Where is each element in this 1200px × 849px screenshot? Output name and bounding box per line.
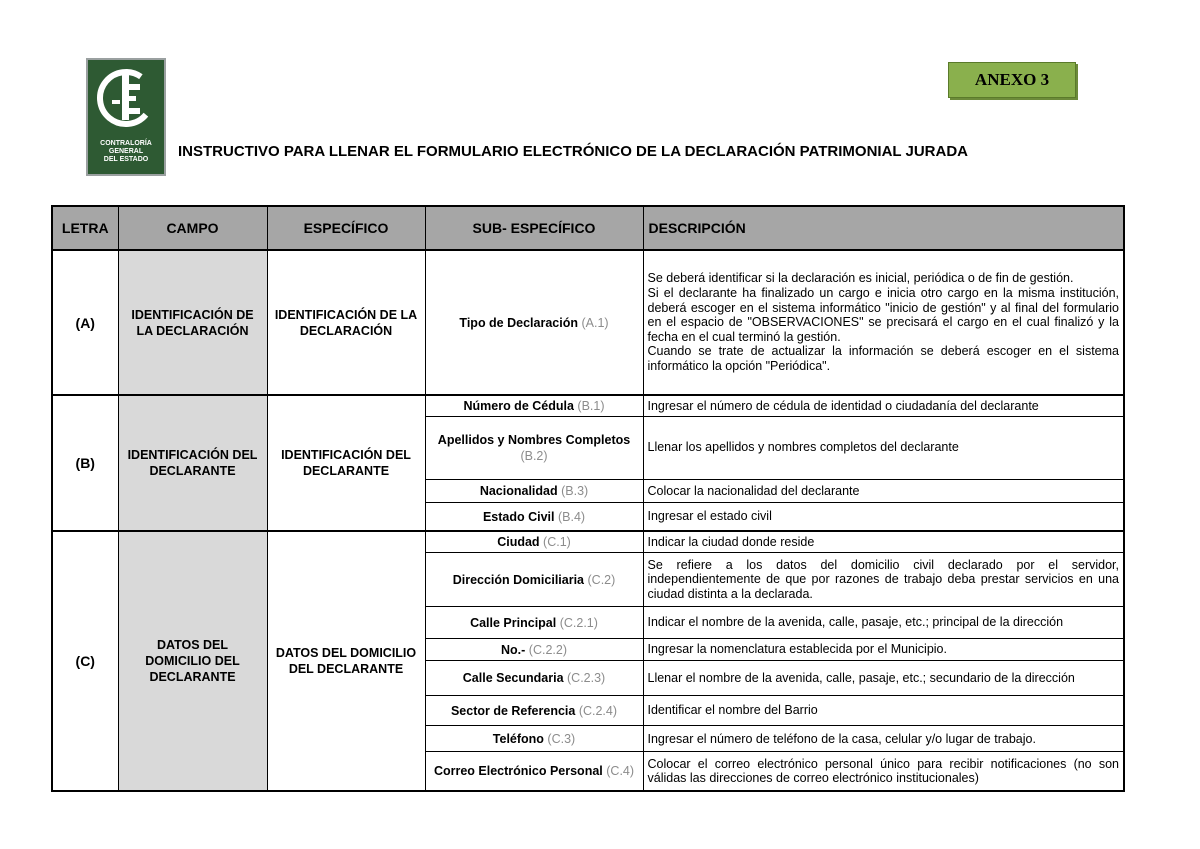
field-name: Nacionalidad [479, 483, 558, 498]
descripcion-cell: Llenar los apellidos y nombres completos del declarante [643, 416, 1124, 479]
descripcion-cell: Indicar el nombre de la avenida, calle, pasaje, etc.; principal de la dirección [643, 607, 1124, 638]
table-row [52, 531, 1124, 553]
table-row [52, 395, 1124, 416]
letra-cell: (C) [52, 531, 118, 791]
field-name: Sector de Referencia [450, 703, 576, 718]
descripcion-cell: Se refiere a los datos del domicilio civil declarado por el servidor, independientemente de que por razones de trabajo deba prestar servicios en una ciudad distinta a la declarada. [643, 553, 1124, 607]
sub-especifico-cell [425, 416, 643, 479]
campo-cell: IDENTIFICACIÓN DEL DECLARANTE [118, 395, 267, 531]
descripcion-cell: Identificar el nombre del Barrio [643, 696, 1124, 726]
sub-especifico-cell [425, 607, 643, 638]
field-name: Estado Civil [482, 509, 555, 524]
cge-emblem-icon [88, 60, 164, 140]
field-code: (B.3) [561, 483, 589, 498]
logo-line-3: DEL ESTADO [103, 156, 149, 163]
field-name: Calle Principal [470, 615, 557, 630]
descripcion-cell: Ingresar el estado civil [643, 503, 1124, 531]
field-name: Teléfono [492, 731, 544, 746]
field-name: Calle Secundaria [462, 671, 564, 686]
descripcion-cell: Se deberá identificar si la declaración es inicial, periódica o de fin de gestión. Si el declarante ha finalizado un cargo e inicia otro cargo en la misma institución, deberá escoger en el sistema informático "inicio de gestión" y al final del formulario en el espacio de "OBSERVACIONES" se precisará el cargo en el cual finalizó y la fecha en el cual terminó la gestión. Cuando se trate de actualizar la información se deberá escoger en el sistema informático la opción "Periódica". [643, 250, 1124, 395]
especifico-cell: IDENTIFICACIÓN DE LA DECLARACIÓN [267, 250, 425, 395]
sub-especifico-cell [425, 661, 643, 696]
field-code: (C.2.2) [528, 642, 567, 657]
field-code: (B.2) [520, 448, 548, 463]
field-code: (C.2.1) [559, 615, 598, 630]
sub-especifico-cell [425, 638, 643, 661]
annex-badge: ANEXO 3 [948, 62, 1076, 98]
letra-cell: (A) [52, 250, 118, 395]
table-header-row [52, 206, 1124, 250]
sub-especifico-cell [425, 479, 643, 503]
descripcion-cell: Ingresar el número de teléfono de la casa, celular y/o lugar de trabajo. [643, 726, 1124, 752]
col-header-letra: LETRA [52, 206, 118, 250]
sub-especifico-cell [425, 696, 643, 726]
col-header-sub: SUB- ESPECÍFICO [425, 206, 643, 250]
field-code: (B.4) [557, 509, 586, 524]
field-code: (A.1) [581, 315, 609, 330]
sub-especifico-cell [425, 531, 643, 553]
col-header-campo: CAMPO [118, 206, 267, 250]
especifico-cell: IDENTIFICACIÓN DEL DECLARANTE [267, 395, 425, 531]
logo-caption [88, 140, 164, 164]
logo-line-1: CONTRALORÍA [100, 140, 152, 147]
page-title: INSTRUCTIVO PARA LLENAR EL FORMULARIO ELECTRÓNICO DE LA DECLARACIÓN PATRIMONIAL JURADA [178, 143, 968, 160]
field-name: No.- [501, 642, 526, 657]
descripcion-cell: Indicar la ciudad donde reside [643, 531, 1124, 553]
field-name: Tipo de Declaración [459, 315, 578, 330]
sub-especifico-cell [425, 395, 643, 416]
instructions-table [51, 205, 1125, 792]
field-name: Ciudad [497, 535, 540, 550]
field-name: Apellidos y Nombres Completos [437, 432, 631, 447]
field-code: (C.4) [606, 764, 635, 779]
logo-line-2: GENERAL [108, 148, 144, 155]
campo-cell: IDENTIFICACIÓN DE LA DECLARACIÓN [118, 250, 267, 395]
letra-cell: (B) [52, 395, 118, 531]
field-code: (C.2.3) [567, 671, 606, 686]
descripcion-cell: Ingresar el número de cédula de identidad o ciudadanía del declarante [643, 395, 1124, 416]
sub-especifico-cell [425, 553, 643, 607]
sub-especifico-cell [425, 250, 643, 395]
col-header-descripcion: DESCRIPCIÓN [643, 206, 1124, 250]
field-code: (C.1) [543, 535, 571, 550]
campo-cell: DATOS DEL DOMICILIO DEL DECLARANTE [118, 531, 267, 791]
especifico-cell: DATOS DEL DOMICILIO DEL DECLARANTE [267, 531, 425, 791]
field-name: Dirección Domiciliaria [452, 572, 585, 587]
field-name: Número de Cédula [463, 398, 574, 413]
field-code: (B.1) [577, 398, 605, 413]
table-body [52, 250, 1124, 791]
contraloria-logo [86, 58, 166, 176]
sub-especifico-cell [425, 752, 643, 791]
sub-especifico-cell [425, 503, 643, 531]
descripcion-cell: Llenar el nombre de la avenida, calle, pasaje, etc.; secundario de la dirección [643, 661, 1124, 696]
descripcion-cell: Colocar el correo electrónico personal único para recibir notificaciones (no son válidas las direcciones de correo electrónico institucionales) [643, 752, 1124, 791]
field-code: (C.2.4) [578, 703, 618, 718]
field-code: (C.2) [587, 572, 616, 587]
col-header-especifico: ESPECÍFICO [267, 206, 425, 250]
descripcion-cell: Ingresar la nomenclatura establecida por el Municipio. [643, 638, 1124, 661]
table-row [52, 250, 1124, 395]
descripcion-cell: Colocar la nacionalidad del declarante [643, 479, 1124, 503]
sub-especifico-cell [425, 726, 643, 752]
field-name: Correo Electrónico Personal [433, 764, 603, 779]
field-code: (C.3) [547, 731, 576, 746]
